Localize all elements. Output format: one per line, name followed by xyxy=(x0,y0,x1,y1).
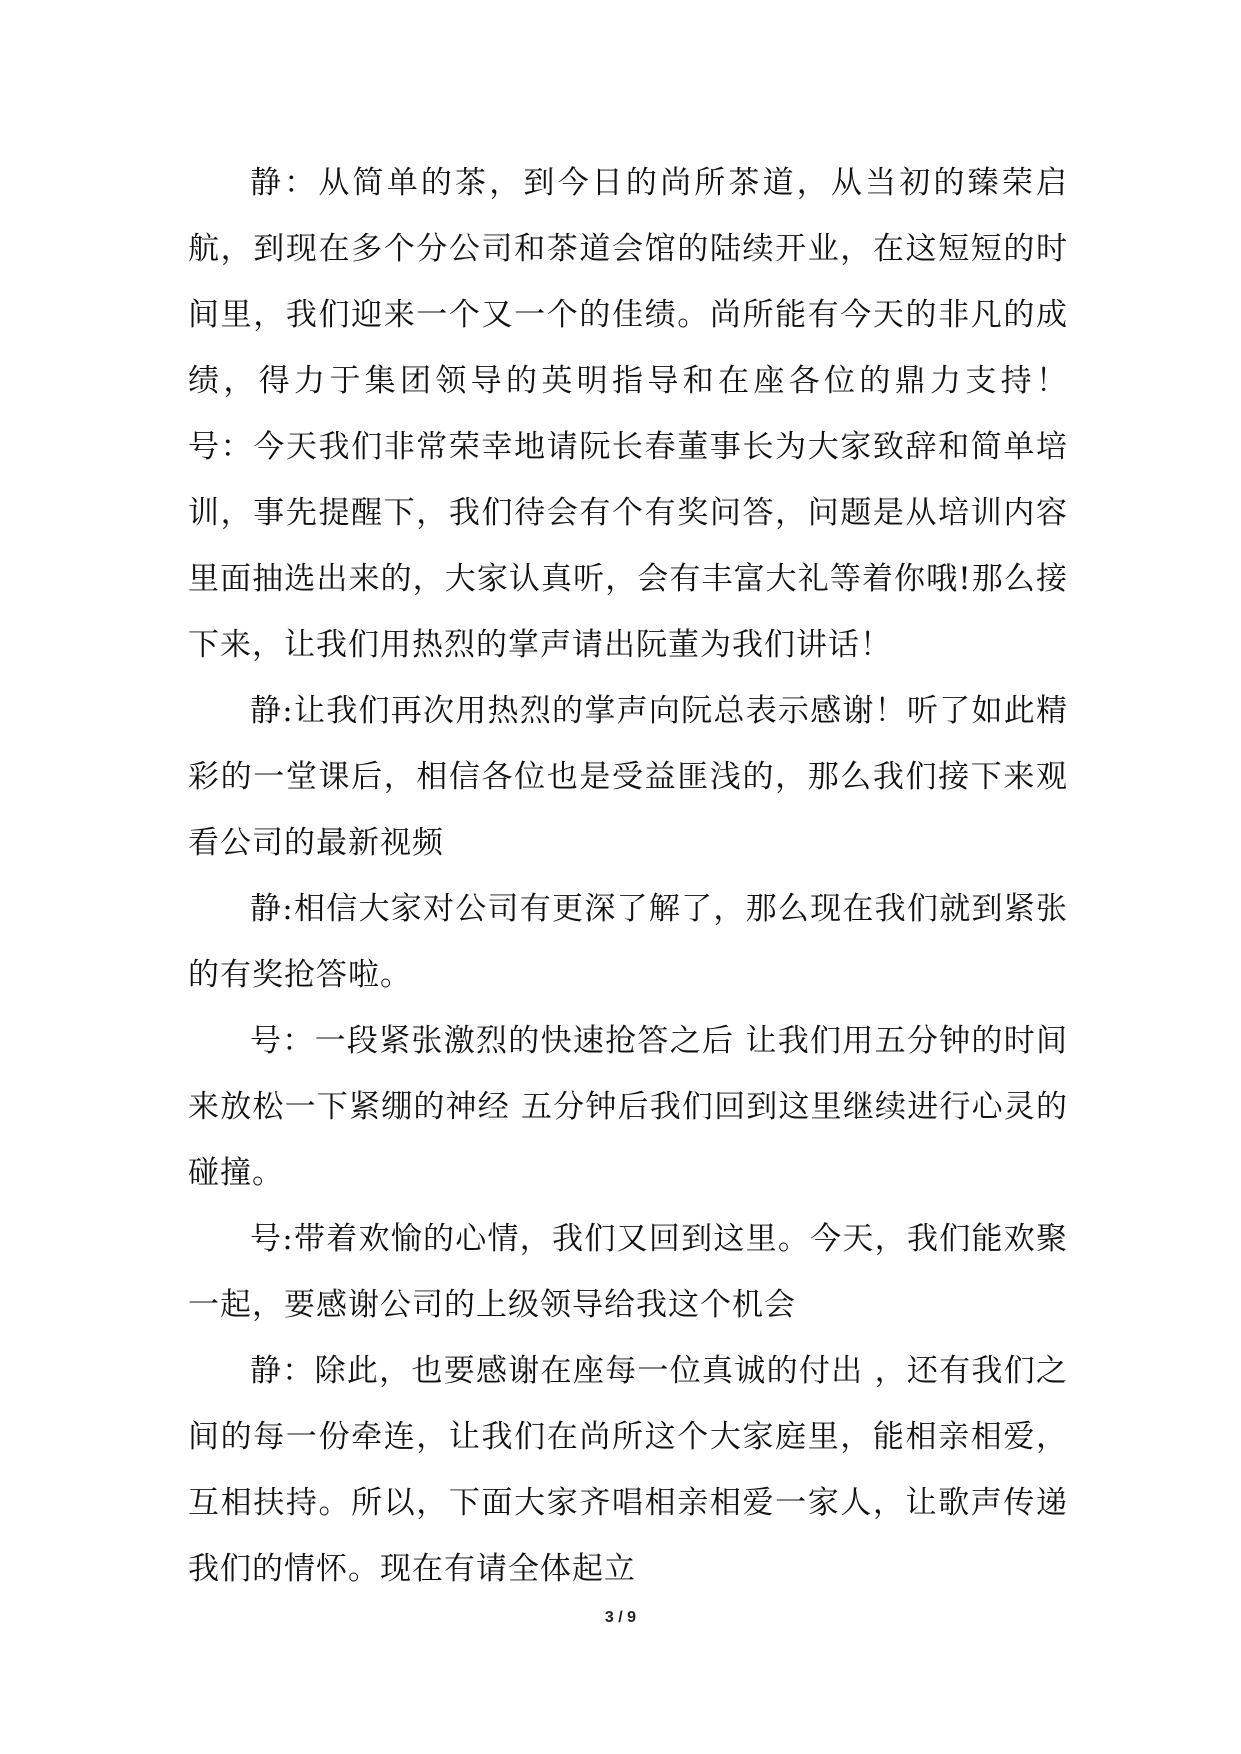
paragraph: 静：除此，也要感谢在座每一位真诚的付出 ，还有我们之间的每一份牵连，让我们在尚所这个大家庭里，能相亲相爱，互相扶持。所以，下面大家齐唱相亲相爱一家人，让歌声传递我们的情怀。现在有请全体起立 xyxy=(188,1353,1068,1587)
paragraph: 静：从简单的茶，到今日的尚所茶道，从当初的臻荣启航，到现在多个分公司和茶道会馆的陆续开业，在这短短的时间里，我们迎来一个又一个的佳绩。尚所能有今天的非凡的成绩，得力于集团领导的英明指导和在座各位的鼎力支持！ 号：今天我们非常荣幸地请阮长春董事长为大家致辞和简单培训，事先提醒下，我们待会有个有奖问答，问题是从培训内容里面抽选出来的，大家认真听，会有丰富大礼等着你哦!那么接下来，让我们用热烈的掌声请出阮董为我们讲话！ xyxy=(188,165,1100,663)
paragraph: 号:带着欢愉的心情，我们又回到这里。今天，我们能欢聚一起，要感谢公司的上级领导给我这个机会 xyxy=(188,1221,1068,1323)
paragraph: 静:让我们再次用热烈的掌声向阮总表示感谢！听了如此精彩的一堂课后，相信各位也是受益匪浅的，那么我们接下来观看公司的最新视频 xyxy=(188,693,1068,861)
paragraph: 静:相信大家对公司有更深了解了，那么现在我们就到紧张的有奖抢答啦。 xyxy=(188,891,1068,993)
page-number: 3 / 9 xyxy=(604,1609,637,1626)
paragraph: 号：一段紧张激烈的快速抢答之后 让我们用五分钟的时间来放松一下紧绷的神经 五分钟后我们回到这里继续进行心灵的碰撞。 xyxy=(188,1023,1068,1191)
document-body xyxy=(188,150,1100,1602)
